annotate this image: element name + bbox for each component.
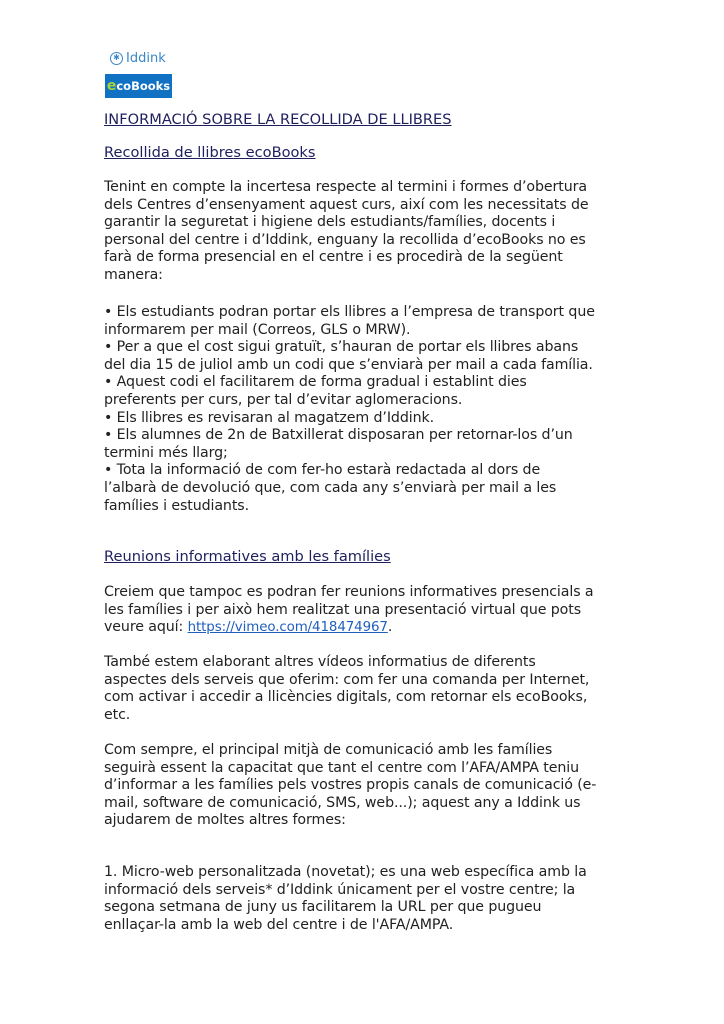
ecobooks-logo-e: e — [106, 78, 117, 94]
paragraph — [104, 179, 589, 285]
text-line: les famílies i per això hem realitzat una presentació virtual que pots — [104, 601, 581, 618]
text-line: personal del centre i d’Iddink, enguany la recollida d’ecoBooks no es — [104, 231, 586, 248]
text-line: Creiem que tampoc es podran fer reunions informatives presencials a — [104, 584, 594, 600]
text-line: ajudarem de moltes altres formes: — [104, 812, 346, 829]
text-line: seguirà essent la capacitat que tant el centre com l’AFA/AMPA teniu — [104, 759, 580, 776]
iddink-logo — [110, 51, 166, 66]
text-line: preferents per curs, per tal d’evitar aglomeracions. — [104, 391, 463, 408]
text: . — [387, 619, 393, 636]
text-line: enllaçar-la amb la web del centre i de l'AFA/AMPA. — [104, 916, 454, 933]
section-heading-reunions: Reunions informatives amb les famílies — [104, 548, 391, 565]
text-line: d’informar a les famílies pels vostres propis canals de comunicació (e- — [104, 777, 597, 794]
text-line: garantir la seguretat i higiene dels estudiants/famílies, docents i — [104, 214, 556, 231]
vimeo-link[interactable]: https://vimeo.com/418474967 — [187, 620, 388, 636]
iddink-logo-icon: ✱ — [110, 52, 123, 65]
text-line — [104, 619, 594, 637]
ecobooks-logo-text: coBooks — [116, 79, 171, 93]
text-line: informació dels serveis* d’Iddink únicament per el vostre centre; la — [104, 881, 576, 898]
text-line: aspectes dels serveis que oferim: com fer una comanda per Internet, — [104, 671, 590, 688]
text-line: manera: — [104, 266, 163, 283]
text-line: segona setmana de juny us facilitarem la URL per que pugueu — [104, 899, 542, 916]
text-line: • Els alumnes de 2n de Batxillerat disposaran per retornar-los d’un — [104, 427, 573, 444]
text-line: informarem per mail (Correos, GLS o MRW). — [104, 321, 411, 338]
section-heading-recollida: Recollida de llibres ecoBooks — [104, 144, 316, 161]
text-line: • Els llibres es revisaran al magatzem d’Iddink. — [104, 409, 434, 426]
paragraph — [104, 304, 595, 515]
paragraph — [104, 864, 587, 934]
text-line: del dia 15 de juliol amb un codi que s’enviarà per mail a cada família. — [104, 356, 593, 373]
text-line: • Per a que el cost sigui gratuït, s’hauran de portar els llibres abans — [104, 339, 579, 356]
paragraph — [104, 742, 596, 830]
text-line: mail, software de comunicació, SMS, web...); aquest any a Iddink us — [104, 794, 581, 811]
text-line: • Els estudiants podran portar els llibres a l’empresa de transport que — [104, 304, 595, 320]
paragraph — [104, 654, 589, 724]
text-line: També estem elaborant altres vídeos informatius de diferents — [104, 654, 536, 670]
text-line: l’albarà de devolució que, com cada any s’enviarà per mail a les — [104, 479, 557, 496]
text-line: farà de forma presencial en el centre i es procedirà de la següent — [104, 249, 563, 266]
text-line: Tenint en compte la incertesa respecte al termini i formes d’obertura — [104, 179, 587, 195]
text-line: • Tota la informació de com fer-ho estarà redactada al dors de — [104, 462, 541, 479]
text-line: etc. — [104, 706, 131, 723]
text-line: termini més llarg; — [104, 444, 228, 461]
text: veure aquí: — [104, 619, 188, 636]
text-line: 1. Micro-web personalitzada (novetat); es una web específica amb la — [104, 864, 587, 880]
text-line: com activar i accedir a llicències digitals, com retornar els ecoBooks, — [104, 689, 588, 706]
page-title: INFORMACIÓ SOBRE LA RECOLLIDA DE LLIBRES — [104, 111, 452, 128]
text-line: dels Centres d’ensenyament aquest curs, així com les necessitats de — [104, 196, 589, 213]
text-line: Com sempre, el principal mitjà de comunicació amb les famílies — [104, 742, 553, 758]
text-line: famílies i estudiants. — [104, 497, 249, 514]
ecobooks-logo — [105, 74, 172, 98]
text-line: • Aquest codi el facilitarem de forma gradual i establint dies — [104, 374, 527, 391]
iddink-logo-text: Iddink — [126, 51, 166, 66]
paragraph — [104, 584, 594, 637]
